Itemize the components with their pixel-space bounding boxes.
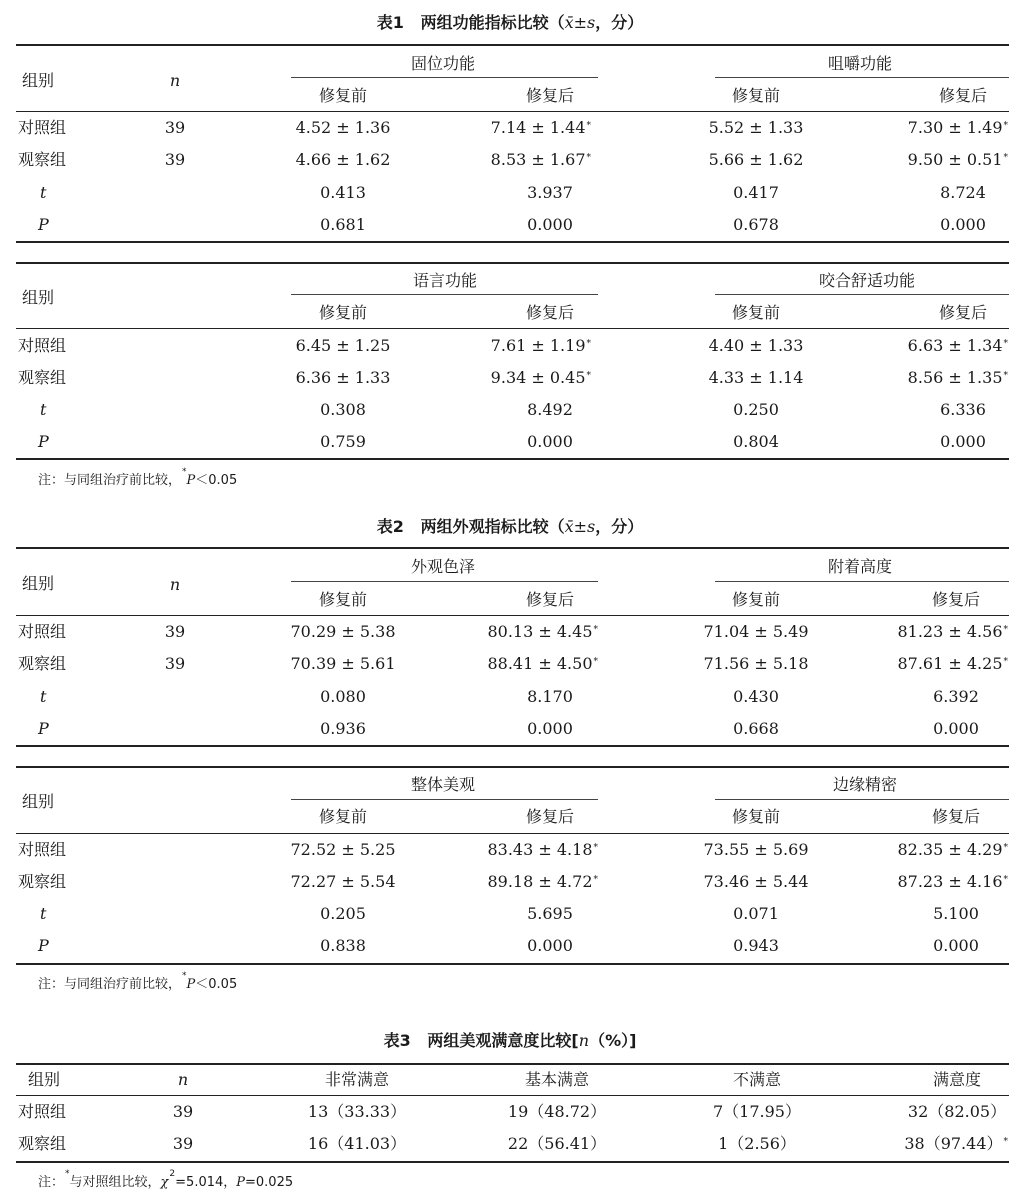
table-cell: 7.30 ± 1.49* xyxy=(907,118,1008,137)
table1-part2-sub-before-b: 修复前 xyxy=(731,303,781,322)
table-cell: 0.000 xyxy=(940,432,986,451)
table-cell: 6.36 ± 1.33 xyxy=(295,368,391,387)
table1-bottom-rule xyxy=(16,458,1009,460)
table1-part2-sub-before-a: 修复前 xyxy=(318,303,368,322)
table-cell: 0.000 xyxy=(933,719,979,738)
table-cell: 8.53 ± 1.67* xyxy=(490,150,591,169)
table-cell: 0.413 xyxy=(320,183,366,202)
table-cell: 70.39 ± 5.61 xyxy=(290,654,396,673)
table2-part2-row-obs-label: 观察组 xyxy=(18,872,67,891)
table-cell: 0.000 xyxy=(527,719,573,738)
table-cell: 0.943 xyxy=(733,936,779,955)
table-cell: 71.04 ± 5.49 xyxy=(703,622,809,641)
table2-row-control-label: 对照组 xyxy=(18,622,67,641)
table-cell: 38（97.44）* xyxy=(904,1134,1008,1153)
table1-group-bite-comfort: 咬合舒适功能 xyxy=(818,271,916,290)
table3-bottom-rule xyxy=(16,1161,1009,1163)
table-cell: 7.14 ± 1.44* xyxy=(490,118,591,137)
table-cell: 6.45 ± 1.25 xyxy=(295,336,391,355)
table1-part2-head-rule xyxy=(16,328,1009,329)
table-cell: 0.759 xyxy=(320,432,366,451)
table-cell: 0.000 xyxy=(940,215,986,234)
table1-part2-row-p-label: P xyxy=(38,432,49,451)
table2-caption: 表2 两组外观指标比较（x̄±s，分） xyxy=(376,517,644,536)
table2-part2-sub-after-a: 修复后 xyxy=(525,807,575,826)
table3-col-very-satisfied: 非常满意 xyxy=(324,1070,390,1089)
table-cell: 8.492 xyxy=(527,400,573,419)
table-cell: 80.13 ± 4.45* xyxy=(487,622,598,641)
table-cell: 0.838 xyxy=(320,936,366,955)
table-cell: 13（33.33） xyxy=(307,1102,407,1121)
table1-mid-bottom-rule xyxy=(16,241,1009,243)
table1-row-obs-n: 39 xyxy=(164,150,186,169)
table1-part2-top-rule xyxy=(16,262,1009,264)
table1-caption: 表1 两组功能指标比较（x̄±s，分） xyxy=(376,13,644,32)
table1-sub-before-b: 修复前 xyxy=(731,86,781,105)
table2-col-group: 组别 xyxy=(22,574,55,593)
table1-row-control-n: 39 xyxy=(164,118,186,137)
table-cell: 7.61 ± 1.19* xyxy=(490,336,591,355)
table-cell: 0.071 xyxy=(733,904,779,923)
table1-part2-row-t-label: t xyxy=(40,400,47,419)
table-cell: 0.936 xyxy=(320,719,366,738)
table2-note: 注：与同组治疗前比较，*P＜0.05 xyxy=(38,971,238,992)
table-cell: 22（56.41） xyxy=(507,1134,607,1153)
table1-subrule-a xyxy=(291,77,598,78)
table2-col-n: n xyxy=(169,575,181,594)
table3-caption: 表3 两组美观满意度比较[n（%）] xyxy=(383,1031,637,1050)
table-cell: 70.29 ± 5.38 xyxy=(290,622,396,641)
table-cell: 89.18 ± 4.72* xyxy=(487,872,598,891)
table1-top-rule xyxy=(16,44,1009,46)
table2-sub-before-a: 修复前 xyxy=(318,590,368,609)
table-cell: 0.678 xyxy=(733,215,779,234)
table-cell: 88.41 ± 4.50* xyxy=(487,654,598,673)
table1-group-language: 语言功能 xyxy=(412,271,478,290)
table2-part2-sub-before-a: 修复前 xyxy=(318,807,368,826)
table-cell: 0.308 xyxy=(320,400,366,419)
table2-part2-sub-before-b: 修复前 xyxy=(731,807,781,826)
table-cell: 39 xyxy=(172,1134,194,1153)
table-cell: 8.56 ± 1.35* xyxy=(907,368,1008,387)
table2-part2-col-group: 组别 xyxy=(22,792,55,811)
table-cell: 6.336 xyxy=(940,400,986,419)
table-cell: 72.52 ± 5.25 xyxy=(290,840,396,859)
table1-sub-after-b: 修复后 xyxy=(938,86,988,105)
table-cell: 0.681 xyxy=(320,215,366,234)
table1-subrule-b xyxy=(715,77,1009,78)
table-cell: 0.668 xyxy=(733,719,779,738)
table3-top-rule xyxy=(16,1063,1009,1065)
table3-col-satisfaction: 满意度 xyxy=(932,1070,982,1089)
table2-mid-bottom-rule xyxy=(16,745,1009,747)
table-cell: 4.33 ± 1.14 xyxy=(708,368,804,387)
table2-head-rule xyxy=(16,615,1009,616)
table2-bottom-rule xyxy=(16,963,1009,965)
table-cell: 0.080 xyxy=(320,687,366,706)
table-cell: 6.392 xyxy=(933,687,979,706)
table2-part2-sub-after-b: 修复后 xyxy=(931,807,981,826)
table3-head-rule xyxy=(16,1095,1009,1096)
table2-sub-before-b: 修复前 xyxy=(731,590,781,609)
table-cell: 7（17.95） xyxy=(713,1102,801,1121)
table-cell: 32（82.05） xyxy=(907,1102,1007,1121)
table1-part2-row-control-label: 对照组 xyxy=(18,336,67,355)
table2-group-attach-height: 附着高度 xyxy=(827,557,893,576)
table1-sub-after-a: 修复后 xyxy=(525,86,575,105)
table2-row-control-n: 39 xyxy=(164,622,186,641)
table1-note: 注：与同组治疗前比较，*P＜0.05 xyxy=(38,467,238,488)
table-cell: 8.170 xyxy=(527,687,573,706)
table2-row-p-label: P xyxy=(38,719,49,738)
table2-part2-top-rule xyxy=(16,766,1009,768)
table2-part2-row-t-label: t xyxy=(40,904,47,923)
table-cell: 73.55 ± 5.69 xyxy=(703,840,809,859)
table-cell: 5.695 xyxy=(527,904,573,923)
table-cell: 9.50 ± 0.51* xyxy=(907,150,1008,169)
table2-part2-row-p-label: P xyxy=(38,936,49,955)
table-cell: 16（41.03） xyxy=(307,1134,407,1153)
table-cell: 71.56 ± 5.18 xyxy=(703,654,809,673)
table1-part2-row-obs-label: 观察组 xyxy=(18,368,67,387)
table2-part2-subrule-a xyxy=(291,799,598,800)
table-cell: 73.46 ± 5.44 xyxy=(703,872,809,891)
table-cell: 1（2.56） xyxy=(718,1134,796,1153)
table-cell: 4.40 ± 1.33 xyxy=(708,336,804,355)
table2-top-rule xyxy=(16,547,1009,549)
table3-col-unsatisfied: 不满意 xyxy=(732,1070,782,1089)
table2-subrule-a xyxy=(291,581,598,582)
table-cell: 0.000 xyxy=(933,936,979,955)
table3-note: 注：*与对照组比较，$\chi^2=5.014$，P=0.025 xyxy=(38,1169,294,1190)
table2-part2-subrule-b xyxy=(715,799,1009,800)
table-cell: 19（48.72） xyxy=(507,1102,607,1121)
table2-row-obs-label: 观察组 xyxy=(18,654,67,673)
table2-group-overall: 整体美观 xyxy=(410,775,476,794)
table2-group-edge: 边缘精密 xyxy=(832,775,898,794)
table3-row-obs-label: 观察组 xyxy=(18,1134,67,1153)
table1-row-p-label: P xyxy=(38,215,49,234)
table-cell: 6.63 ± 1.34* xyxy=(907,336,1008,355)
table-cell: 8.724 xyxy=(940,183,986,202)
table2-sub-after-a: 修复后 xyxy=(525,590,575,609)
table2-subrule-b xyxy=(715,581,1009,582)
table-cell: 83.43 ± 4.18* xyxy=(487,840,598,859)
table1-col-group: 组别 xyxy=(22,71,55,90)
table-cell: 72.27 ± 5.54 xyxy=(290,872,396,891)
table2-row-t-label: t xyxy=(40,687,47,706)
table1-part2-sub-after-b: 修复后 xyxy=(938,303,988,322)
table1-col-n: n xyxy=(169,71,181,90)
table-cell: 39 xyxy=(172,1102,194,1121)
table-cell: 0.000 xyxy=(527,215,573,234)
table2-part2-row-control-label: 对照组 xyxy=(18,840,67,859)
table1-part2-col-group: 组别 xyxy=(22,288,55,307)
table1-part2-sub-after-a: 修复后 xyxy=(525,303,575,322)
table-cell: 5.100 xyxy=(933,904,979,923)
table2-row-obs-n: 39 xyxy=(164,654,186,673)
table-cell: 0.205 xyxy=(320,904,366,923)
table-cell: 87.23 ± 4.16* xyxy=(897,872,1008,891)
table2-part2-head-rule xyxy=(16,833,1009,834)
table1-row-obs-label: 观察组 xyxy=(18,150,67,169)
table1-sub-before-a: 修复前 xyxy=(318,86,368,105)
table-cell: 87.61 ± 4.25* xyxy=(897,654,1008,673)
table3-col-n: n xyxy=(177,1070,189,1089)
table-cell: 0.804 xyxy=(733,432,779,451)
table3-col-group: 组别 xyxy=(28,1070,61,1089)
table1-group-chewing: 咀嚼功能 xyxy=(827,54,893,73)
table3-row-control-label: 对照组 xyxy=(18,1102,67,1121)
table-cell: 5.66 ± 1.62 xyxy=(708,150,804,169)
table1-part2-subrule-a xyxy=(291,294,598,295)
table1-group-retention: 固位功能 xyxy=(410,54,476,73)
table1-row-control-label: 对照组 xyxy=(18,118,67,137)
table-cell: 4.66 ± 1.62 xyxy=(295,150,391,169)
table-cell: 4.52 ± 1.36 xyxy=(295,118,391,137)
table2-group-color: 外观色泽 xyxy=(410,557,476,576)
table-cell: 0.000 xyxy=(527,432,573,451)
table-cell: 3.937 xyxy=(527,183,573,202)
table-cell: 5.52 ± 1.33 xyxy=(708,118,804,137)
table1-part2-subrule-b xyxy=(715,294,1009,295)
table-cell: 0.250 xyxy=(733,400,779,419)
table-cell: 82.35 ± 4.29* xyxy=(897,840,1008,859)
table-cell: 0.417 xyxy=(733,183,779,202)
table-cell: 0.000 xyxy=(527,936,573,955)
table-cell: 81.23 ± 4.56* xyxy=(897,622,1008,641)
table1-head-rule xyxy=(16,111,1009,112)
table-cell: 9.34 ± 0.45* xyxy=(490,368,591,387)
table1-row-t-label: t xyxy=(40,183,47,202)
table3-col-basic-satisfied: 基本满意 xyxy=(524,1070,590,1089)
table-cell: 0.430 xyxy=(733,687,779,706)
table2-sub-after-b: 修复后 xyxy=(931,590,981,609)
